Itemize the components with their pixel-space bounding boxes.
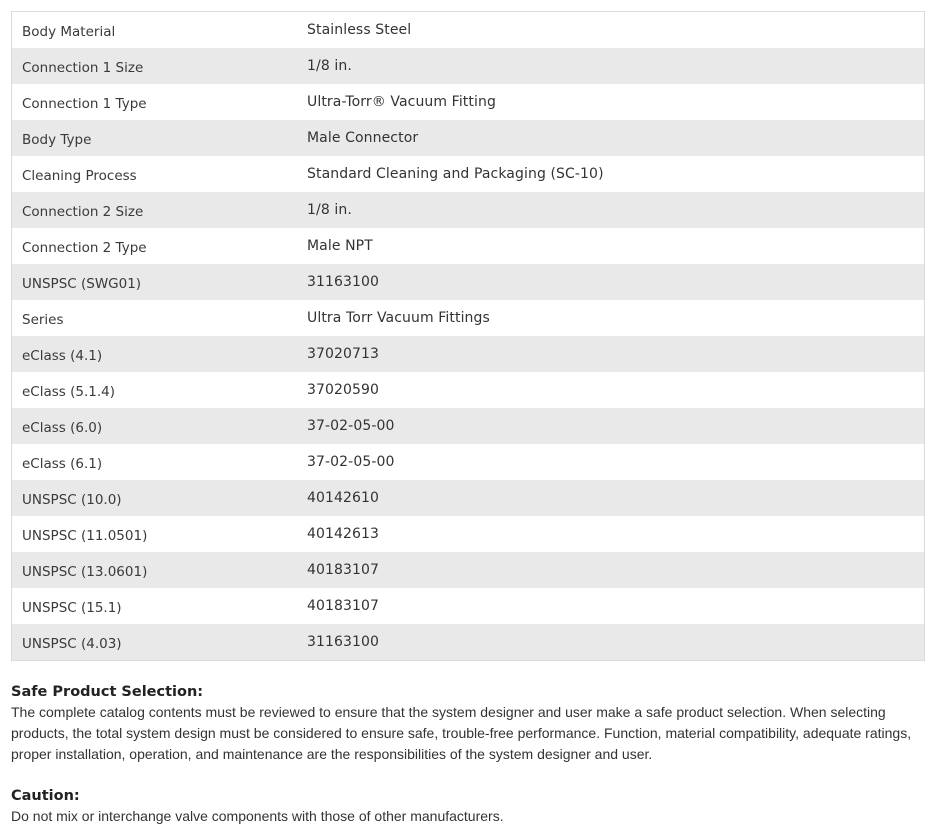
- spec-label: Body Material: [22, 24, 116, 40]
- spec-row-cleaning-process: [12, 156, 924, 192]
- spec-value: 40142610: [307, 490, 380, 506]
- spec-row-eclass-6-1: [12, 444, 924, 480]
- spec-value: 37-02-05-00: [307, 454, 395, 470]
- spec-row-unspsc-4-03: [12, 624, 924, 660]
- spec-row-body-type: [12, 120, 924, 156]
- spec-value: 37020713: [307, 346, 380, 362]
- safe-product-selection-heading: Safe Product Selection:: [11, 684, 204, 700]
- spec-value: 37-02-05-00: [307, 418, 395, 434]
- spec-label: Connection 2 Size: [22, 204, 144, 220]
- spec-label: Connection 1 Size: [22, 60, 144, 76]
- spec-label: UNSPSC (11.0501): [22, 528, 148, 544]
- spec-row-unspsc-10-0: [12, 480, 924, 516]
- spec-row-series: [12, 300, 924, 336]
- spec-label: Body Type: [22, 132, 92, 148]
- spec-value: 40183107: [307, 598, 380, 614]
- spec-value: Ultra-Torr® Vacuum Fitting: [307, 94, 496, 110]
- spec-label: UNSPSC (SWG01): [22, 276, 142, 292]
- spec-value: Male Connector: [307, 130, 419, 146]
- spec-row-connection-2-type: [12, 228, 924, 264]
- spec-label: UNSPSC (4.03): [22, 636, 122, 652]
- spec-label: Connection 2 Type: [22, 240, 147, 256]
- spec-label: eClass (5.1.4): [22, 384, 115, 400]
- spec-label: Series: [22, 312, 64, 328]
- spec-row-connection-1-size: [12, 48, 924, 84]
- spec-value: Ultra Torr Vacuum Fittings: [307, 310, 490, 326]
- spec-label: eClass (4.1): [22, 348, 103, 364]
- spec-row-eclass-6-0: [12, 408, 924, 444]
- spec-row-unspsc-swg01: [12, 264, 924, 300]
- spec-label: eClass (6.1): [22, 456, 103, 472]
- spec-label: UNSPSC (15.1): [22, 600, 122, 616]
- spec-value: 40142613: [307, 526, 380, 542]
- caution-notice: [11, 786, 921, 827]
- spec-value: Standard Cleaning and Packaging (SC-10): [307, 166, 604, 182]
- safe-product-selection-text: The complete catalog contents must be reviewed to ensure that the system designer and user make a safe product selection. When selecting products, the total system design must be considered to ensure safe, trouble-free performance. Function, material compatibility, adequate ratings, proper installation, operation, and maintenance are the responsibilities of the system designer and user.: [11, 704, 912, 762]
- spec-row-unspsc-15-1: [12, 588, 924, 624]
- spec-row-body-material: [12, 12, 924, 48]
- spec-row-unspsc-13-0601: [12, 552, 924, 588]
- spec-row-eclass-4-1: [12, 336, 924, 372]
- spec-value: Stainless Steel: [307, 22, 412, 38]
- spec-value: 1/8 in.: [307, 202, 352, 218]
- spec-row-eclass-5-1-4: [12, 372, 924, 408]
- safe-product-selection-notice: [11, 682, 921, 765]
- spec-row-connection-2-size: [12, 192, 924, 228]
- spec-row-connection-1-type: [12, 84, 924, 120]
- spec-row-unspsc-11-0501: [12, 516, 924, 552]
- caution-heading: Caution:: [11, 788, 80, 804]
- spec-value: 31163100: [307, 634, 380, 650]
- caution-text: Do not mix or interchange valve components with those of other manufacturers.: [11, 808, 504, 824]
- spec-value: 37020590: [307, 382, 380, 398]
- spec-value: Male NPT: [307, 238, 373, 254]
- spec-label: UNSPSC (10.0): [22, 492, 122, 508]
- spec-value: 40183107: [307, 562, 380, 578]
- specifications-table: [11, 11, 925, 661]
- spec-label: eClass (6.0): [22, 420, 103, 436]
- spec-label: UNSPSC (13.0601): [22, 564, 148, 580]
- spec-value: 1/8 in.: [307, 58, 352, 74]
- spec-label: Cleaning Process: [22, 168, 137, 184]
- spec-label: Connection 1 Type: [22, 96, 147, 112]
- spec-value: 31163100: [307, 274, 380, 290]
